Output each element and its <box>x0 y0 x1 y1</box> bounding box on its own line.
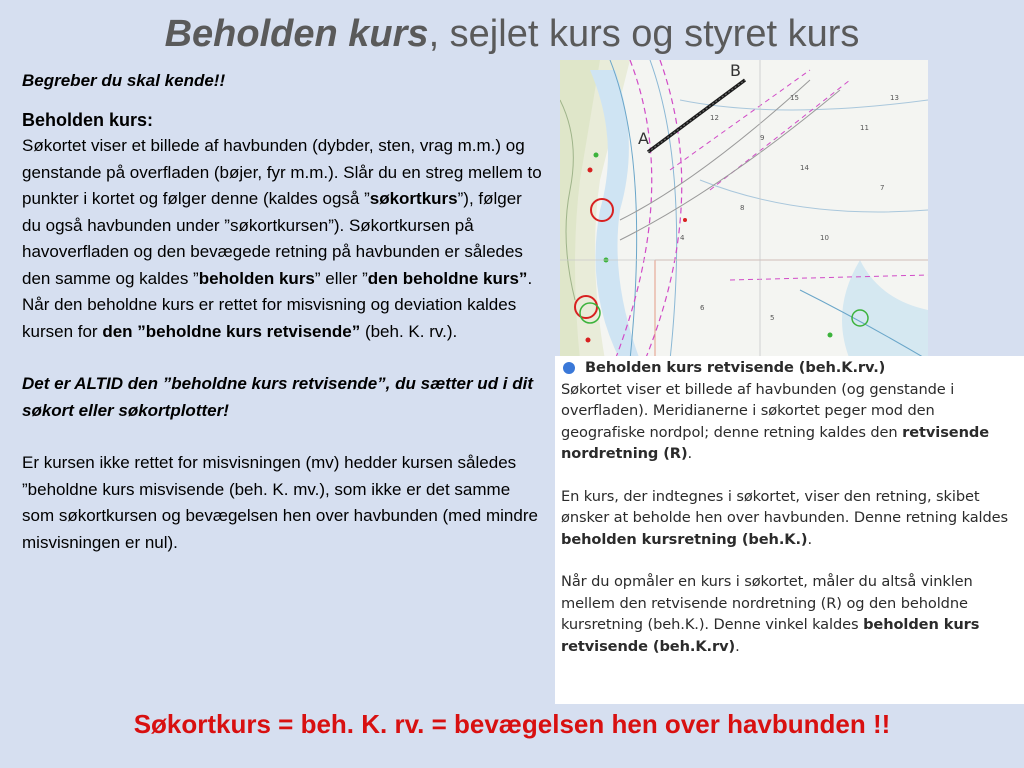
p1-text-e: ” eller ” <box>314 268 368 288</box>
def-p3-end: . <box>735 637 740 655</box>
paragraph-1 <box>22 133 542 292</box>
def-p3-text: Når du opmåler en kurs i søkortet, måler du altså vinklen mellem den retvisende nordretning (R) og den beholdne kursretning (beh.K.). Denne vinkel kaldes <box>561 573 973 633</box>
definition-heading-text: Beholden kurs retvisende (beh.K.rv.) <box>585 359 886 376</box>
summary-formula: Søkortkurs = beh. K. rv. = bevægelsen hen over havbunden !! <box>133 709 891 739</box>
def-p1-bold: retvisende nordretning (R) <box>561 423 990 462</box>
definition-paragraph-3 <box>561 571 1016 657</box>
svg-text:4: 4 <box>680 234 685 242</box>
p1-text-c: ”), følger du også havbunden under ”søkortkursen”). Søkortkursen på havoverfladen og den bevægede retning på havbunden er således den samme og kaldes ” <box>22 189 523 288</box>
def-p1-end: . <box>687 445 693 462</box>
svg-text:13: 13 <box>890 94 899 102</box>
slide-title <box>0 10 1024 58</box>
p1-bold-den-beholdne: den beholdne kurs” <box>367 268 528 288</box>
p1-text-g: . <box>527 268 533 288</box>
p1-text-a: Søkortet viser et billede af havbunden (dybder, sten, vrag m.m.) og genstande på overfladen (bøjer, fyr m.m.). Slår du en streg mellem to punkter i kortet og følger denne (kaldes også ” <box>22 136 542 208</box>
section-heading: Begreber du skal kende!! <box>22 71 226 90</box>
paragraph-3: Er kursen ikke rettet for misvisningen (mv) hedder kursen således ”beholdne kurs misvisende (beh. K. mv.), som ikke er det samme som søkortkursen og bevægelsen hen over havbunden (med mindre misvisningen er nul). <box>22 453 538 552</box>
p1-bold-sokortkurs: søkortkurs <box>369 189 458 208</box>
spacer <box>561 550 1016 571</box>
nautical-chart-image <box>560 60 928 360</box>
p2-bold: den ”beholdne kurs retvisende” <box>102 321 361 341</box>
p2-text-c: (beh. K. rv.). <box>360 321 458 341</box>
spacer <box>22 424 542 450</box>
def-p2-end: . <box>807 530 813 548</box>
spacer <box>22 345 542 371</box>
definition-box <box>555 356 1024 704</box>
svg-text:7: 7 <box>880 184 885 192</box>
emphasis-statement: Det er ALTID den ”beholdne kurs retvisende”, du sætter ud i dit søkort eller søkortplotter! <box>22 374 534 420</box>
svg-text:10: 10 <box>820 234 829 242</box>
bullet-dot-icon <box>563 362 575 374</box>
svg-text:14: 14 <box>800 164 809 172</box>
p1-bold-beholden-kurs: beholden kurs <box>198 268 315 288</box>
svg-text:6: 6 <box>700 304 705 312</box>
def-p2-bold: beholden kursretning (beh.K.) <box>561 530 808 548</box>
title-rest: , sejlet kurs og styret kurs <box>428 13 860 55</box>
svg-text:8: 8 <box>740 204 745 212</box>
chart-label-a: A <box>638 129 649 148</box>
svg-text:9: 9 <box>760 134 765 142</box>
spacer <box>561 465 1016 486</box>
def-p1-text: Søkortet viser et billede af havbunden (og genstande i overfladen). Meridianerne i søkortet peger mod den geografiske nordpol; denne retning kaldes den <box>561 380 955 441</box>
definition-paragraph-2 <box>561 486 1016 551</box>
svg-text:15: 15 <box>790 94 799 102</box>
p2-text-a: Når den beholdne kurs er rettet for misvisning og deviation kaldes kursen for <box>22 295 517 341</box>
definition-heading <box>561 357 1016 379</box>
svg-text:5: 5 <box>770 314 775 322</box>
svg-text:12: 12 <box>710 114 719 122</box>
paragraph-2 <box>22 292 542 345</box>
nautical-chart-drawing <box>560 60 928 360</box>
def-p3-bold: beholden kurs retvisende (beh.K.rv) <box>561 616 980 655</box>
chart-label-b: B <box>730 61 741 80</box>
definition-paragraph-1 <box>561 379 1016 465</box>
subheading: Beholden kurs: <box>22 109 154 130</box>
left-text-column <box>22 68 542 556</box>
title-strong: Beholden kurs <box>164 13 429 55</box>
svg-text:11: 11 <box>860 124 869 132</box>
def-p2-text: En kurs, der indtegnes i søkortet, viser den retning, skibet ønsker at beholde hen over havbunden. Denne retning kaldes <box>561 487 1009 526</box>
